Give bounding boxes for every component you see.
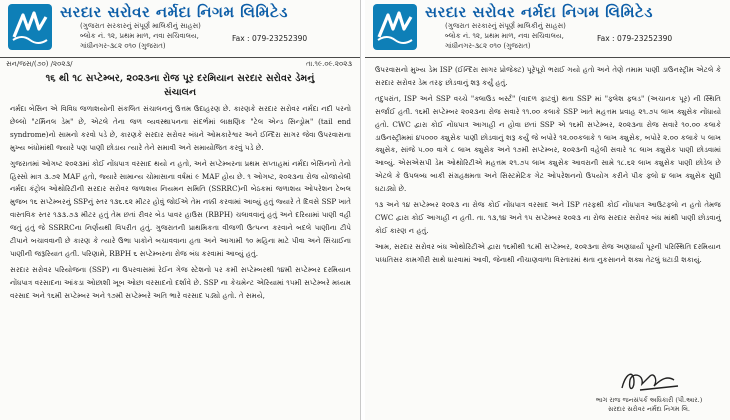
signatory-title: ભાગ રાજ જનસંપર્ક અધિકારી (પી.આર.): [595, 396, 703, 404]
reference-number: સન/જસ/(૭૦) /૨૦૨૩/: [6, 60, 73, 68]
document-title: ૧૬ થી ૧૮ સપ્ટેમ્બર, ૨૦૨૩ના રોજ પૂર દરમિયાન સરદાર સરોવર ડેમનું: [45, 73, 315, 84]
letter-date: તા.૧૯.૦૯.૨૦૨૩: [305, 60, 352, 68]
handwritten-signature: [604, 366, 694, 396]
letterhead: [0, 0, 360, 58]
letterhead: [365, 0, 730, 58]
paragraph: સરદાર સરોવર પરિયોજના (SSP) ના ઉપરવાસમાં રેઈન ગેજ સ્ટેશનો પર કમી સપ્ટેમ્બરથી ૧૪મી સપ્ટેમ્બર દરમિયાન નોંધપાત્ર વરસાદના આંકડા ઓછાશી ખૂબ ઓછા વરસાદનો દર્શાવે છે. SSP ના કેચમેન્ટ એરિયામાં ૧૫મી સપ્ટેમ્બરે મધ્યમ વરસાદ અને ૧૬મી સપ્ટેમ્બર અને ૧૭મી સપ્ટેમ્બરે અતિ ભારે વરસાદ પડ્યો હતો. તે સમયે,: [10, 264, 351, 300]
ssnnl-logo-icon: [10, 7, 50, 47]
press-note-page-2: [365, 0, 730, 420]
ssnnl-logo: [8, 4, 52, 50]
ssnnl-logo: [373, 4, 417, 50]
address-line-2: ગાંધીનગર-૩૮૨ ૦૧૦ (ગુજરાત): [80, 42, 166, 50]
body-text: [0, 100, 360, 303]
press-note-page-1: [0, 0, 361, 420]
paragraph: આમ, સરદાર સરોવર બંધ ઓથોરિટીએ દ્વારા ૧૬મીથી ૧૮મી સપ્ટેમ્બર, ૨૦૨૩ના રોજ અણધાર્યા પૂરની પરિસ્થિતિ દરમિયાન પધ્ધતિસર કામગીરી સાથે ધારવામાં આવી, જેનાથી નીચાણવાળા વિસ્તારમાં થતા નુકસાનને શક્ય તેટલું ઘટાડી શકાયું.: [375, 241, 721, 264]
company-name: સરદાર સરોવર નર્મદા નિગમ લિમિટેડ: [425, 3, 653, 21]
paragraph: તદુપરાંત, ISP અને SSP વચ્ચે "ક્લાઉડ બર્સ્ટ" (વાદળ ફાટવું) થતા SSP માં "ફ્લેશ ફ્લડ" (અચાનક પૂર) ની સ્થિતિ સર્જાઈ હતી. ૧૬મી સપ્ટેમ્બર ૨૦૨૩ના રોજ સવારે ૧૧.૦૦ કલાકે SSP ખાતે મહત્તમ પ્રવાહ ૨૧.૭૫ લાખ ક્યુસેક નોંધાયો હતો. CWC દ્વારા કોઈ નોંધપાત્ર આગાહી ન હોવા છતાં SSP એ ૧૬મી સપ્ટેમ્બર, ૨૦૨૩ના રોજ સવારે ૧૦.૦૦ કલાકે ડાઉનસ્ટ્રીમમાં ૪૫૦૦૦ ક્યુસેક પાણી છોડવાનું શરૂ કર્યું જે બપોરે ૧૨.૦૦કલાકે ૧ લાખ ક્યુસેક, બપોરે ૨.૦૦ કલાકે ૫ લાખ ક્યુસેક, સાંજે ૫.૦૦ વાગે ૮ લાખ ક્યુસેક અને ૧૭મી સપ્ટેમ્બર, ૨૦૨૩ની વહેલી સવારે ૧૮ લાખ ક્યુસેક પાણી છોડવામાં આવ્યું. એસએસપી ડેમ ઓથોરિટીએ મહત્તમ ૨૧.૭૫ લાખ ક્યુસેક આવરાની સામે ૧૮.૬૨ લાખ ક્યુસેક પાણી છોડેલ છે એટલે કે ઉપલબ્ધ બાકી સંગ્રહક્ષમતા અને સિસ્ટમેટિક ગેટ ઓપરેશનનો ઉપયોગ કરીને પીક ફ્લો ૪ લાખ ક્યુસેક સુધી ઘટાડ્યો છે.: [375, 93, 721, 194]
body-text: [365, 58, 730, 267]
fax-number: Fax : 079-23252390: [232, 34, 308, 43]
document-title-line-2: સંચાલન: [163, 87, 197, 98]
paragraph: નર્મદા બેસિન એ વિવિધ જળાશયોની સંકલિત સંચાલનનું ઉત્તમ ઉદાહરણ છે. કારણકે સરદાર સરોવર નર્મદા નદી પરનો છેલ્લો "ટર્મિનલ ડેમ" છે, એટલે તેના જળ વ્યવસ્થાપનના સંદર્ભમાં લાક્ષણિક "ટેલ એન્ડ સિન્ડ્રોમ" (tail end syndrome)નો સામનો કરવો પડે છે, કારણકે સરદાર સરોવર બંધને ઓમકારેશ્વર અને ઈન્દિરા સાગર જેવા ઉપરવાસના મુખ્ય બંધોમાંથી જ્યારે પણ પાણી છોડાય ત્યારે તેને સમાવી અને સમાયોજિત કરવું પડે છે.: [10, 104, 351, 152]
paragraph: ઉપરવાસનો મુખ્ય ડેમ ISP (ઈન્દિરા સાગર પ્રોજેક્ટ) પૂરેપૂરો ભરાઈ ગયો હતો અને તેણે તમામ પાણી ડાઉનસ્ટ્રીમ એટલે કે સરદાર સરોવર ડેમ તરફ છોડવાનું શરૂ કર્યું હતું.: [375, 65, 721, 87]
company-name: સરદાર સરોવર નર્મદા નિગમ લિમિટેડ: [60, 3, 288, 21]
ssnnl-logo-icon: [375, 7, 415, 47]
signatory-organization: સરદાર સરોવર નર્મદા નિગમ લિ.: [608, 405, 690, 413]
company-subline: (ગુજરાત સરકારનું સંપૂર્ણ માલિકીનું સાહસ): [445, 22, 566, 30]
address-line-1: બ્લોક નં. ૧૨, પ્રથમ માળ, નવા સચિવાલય,: [80, 32, 199, 40]
fax-number: Fax : 079-23252390: [597, 34, 673, 43]
signature-block: [594, 366, 704, 414]
paragraph: ૧૩ અને ૧૪ સપ્ટેમ્બર ૨૦૨૩ ના રોજ કોઈ નોંધપાત્ર વરસાદ અને ISP તરફથી કોઈ નોંધપાત્ર આઉટફ્લો ન હતો તેમજ CWC દ્વારા કોઈ આગાહી ન હતી. તા. ૧૩,૧૪ અને ૧૫ સપ્ટેમ્બર ૨૦૨૩ ના રોજ સરદાર સરોવર બંધ માંથી પાણી છોડવાનું કોઈ કારણ ન હતું.: [375, 200, 721, 235]
paragraph: ગુજરાતમાં ઓગષ્ટ ૨૦૨૩માં કોઈ નોંધપાત્ર વરસાદ થયો ન હતો, અને સપ્ટેમ્બરના પ્રથમ સપ્તાહમાં નર્મદા બેસિનનો તેનો હિસ્સો માત્ર ૩.૭૨ MAF હતો, જ્યારે સામાન્ય ચોમાસાના વર્ષમાં ૯ MAF હોય છે. ૧ ઓગષ્ટ, ૨૦૨૩ના રોજ યોજાયેલી નર્મદા કંટ્રોલ ઓથોરિટીની સરદાર સરોવર જળાશય નિયમન સમિતિ (SSRRC)ની બેઠકમાં જળાશય ઓપરેશન ટેબલ મુજબ ૧૬ સપ્ટેમ્બરનું SSPનું સ્તર ૧૩૬.૬૨ મીટર હોવું જોઈએ તેમ નક્કી કરવામાં આવ્યું હતું જ્યારે તે દિવસે SSP ખાતે વાસ્તવિક સ્તર ૧૩૩.૭૩ મીટર હતું તેમ છતાં રીવર બેડ પાવર હાઉસ (RBPH) ચલાવવાનું હતું અને દરિયામાં પાણી વહી જતું હતું જે SSRRCના નિર્ણયથી વિપરીત હતું. ગુજરાતની પ્રાથમિકતા વીજળી ઉત્પન્ન કરવાને બદલે પાણીના ટીપે ટીપાને બચાવવાની છે કારણ કે ત્યારે ઉભા પાકોને બચાવવાના હતા અને આગામી ૧૦ મહિના માટે પીવા અને સિંચાઈના પાણીની જરૂરિયાત હતી. પરિણામે, RBPH ૬ સપ્ટેમ્બરના રોજ બંધ કરવામાં આવ્યું હતું.: [10, 158, 351, 258]
address-line-2: ગાંધીનગર-૩૮૨ ૦૧૦ (ગુજરાત): [445, 42, 531, 50]
address-line-1: બ્લોક નં. ૧૨, પ્રથમ માળ, નવા સચિવાલય,: [445, 32, 564, 40]
company-subline: (ગુજરાત સરકારનું સંપૂર્ણ માલિકીનું સાહસ): [80, 22, 201, 30]
reference-line: [0, 58, 360, 70]
